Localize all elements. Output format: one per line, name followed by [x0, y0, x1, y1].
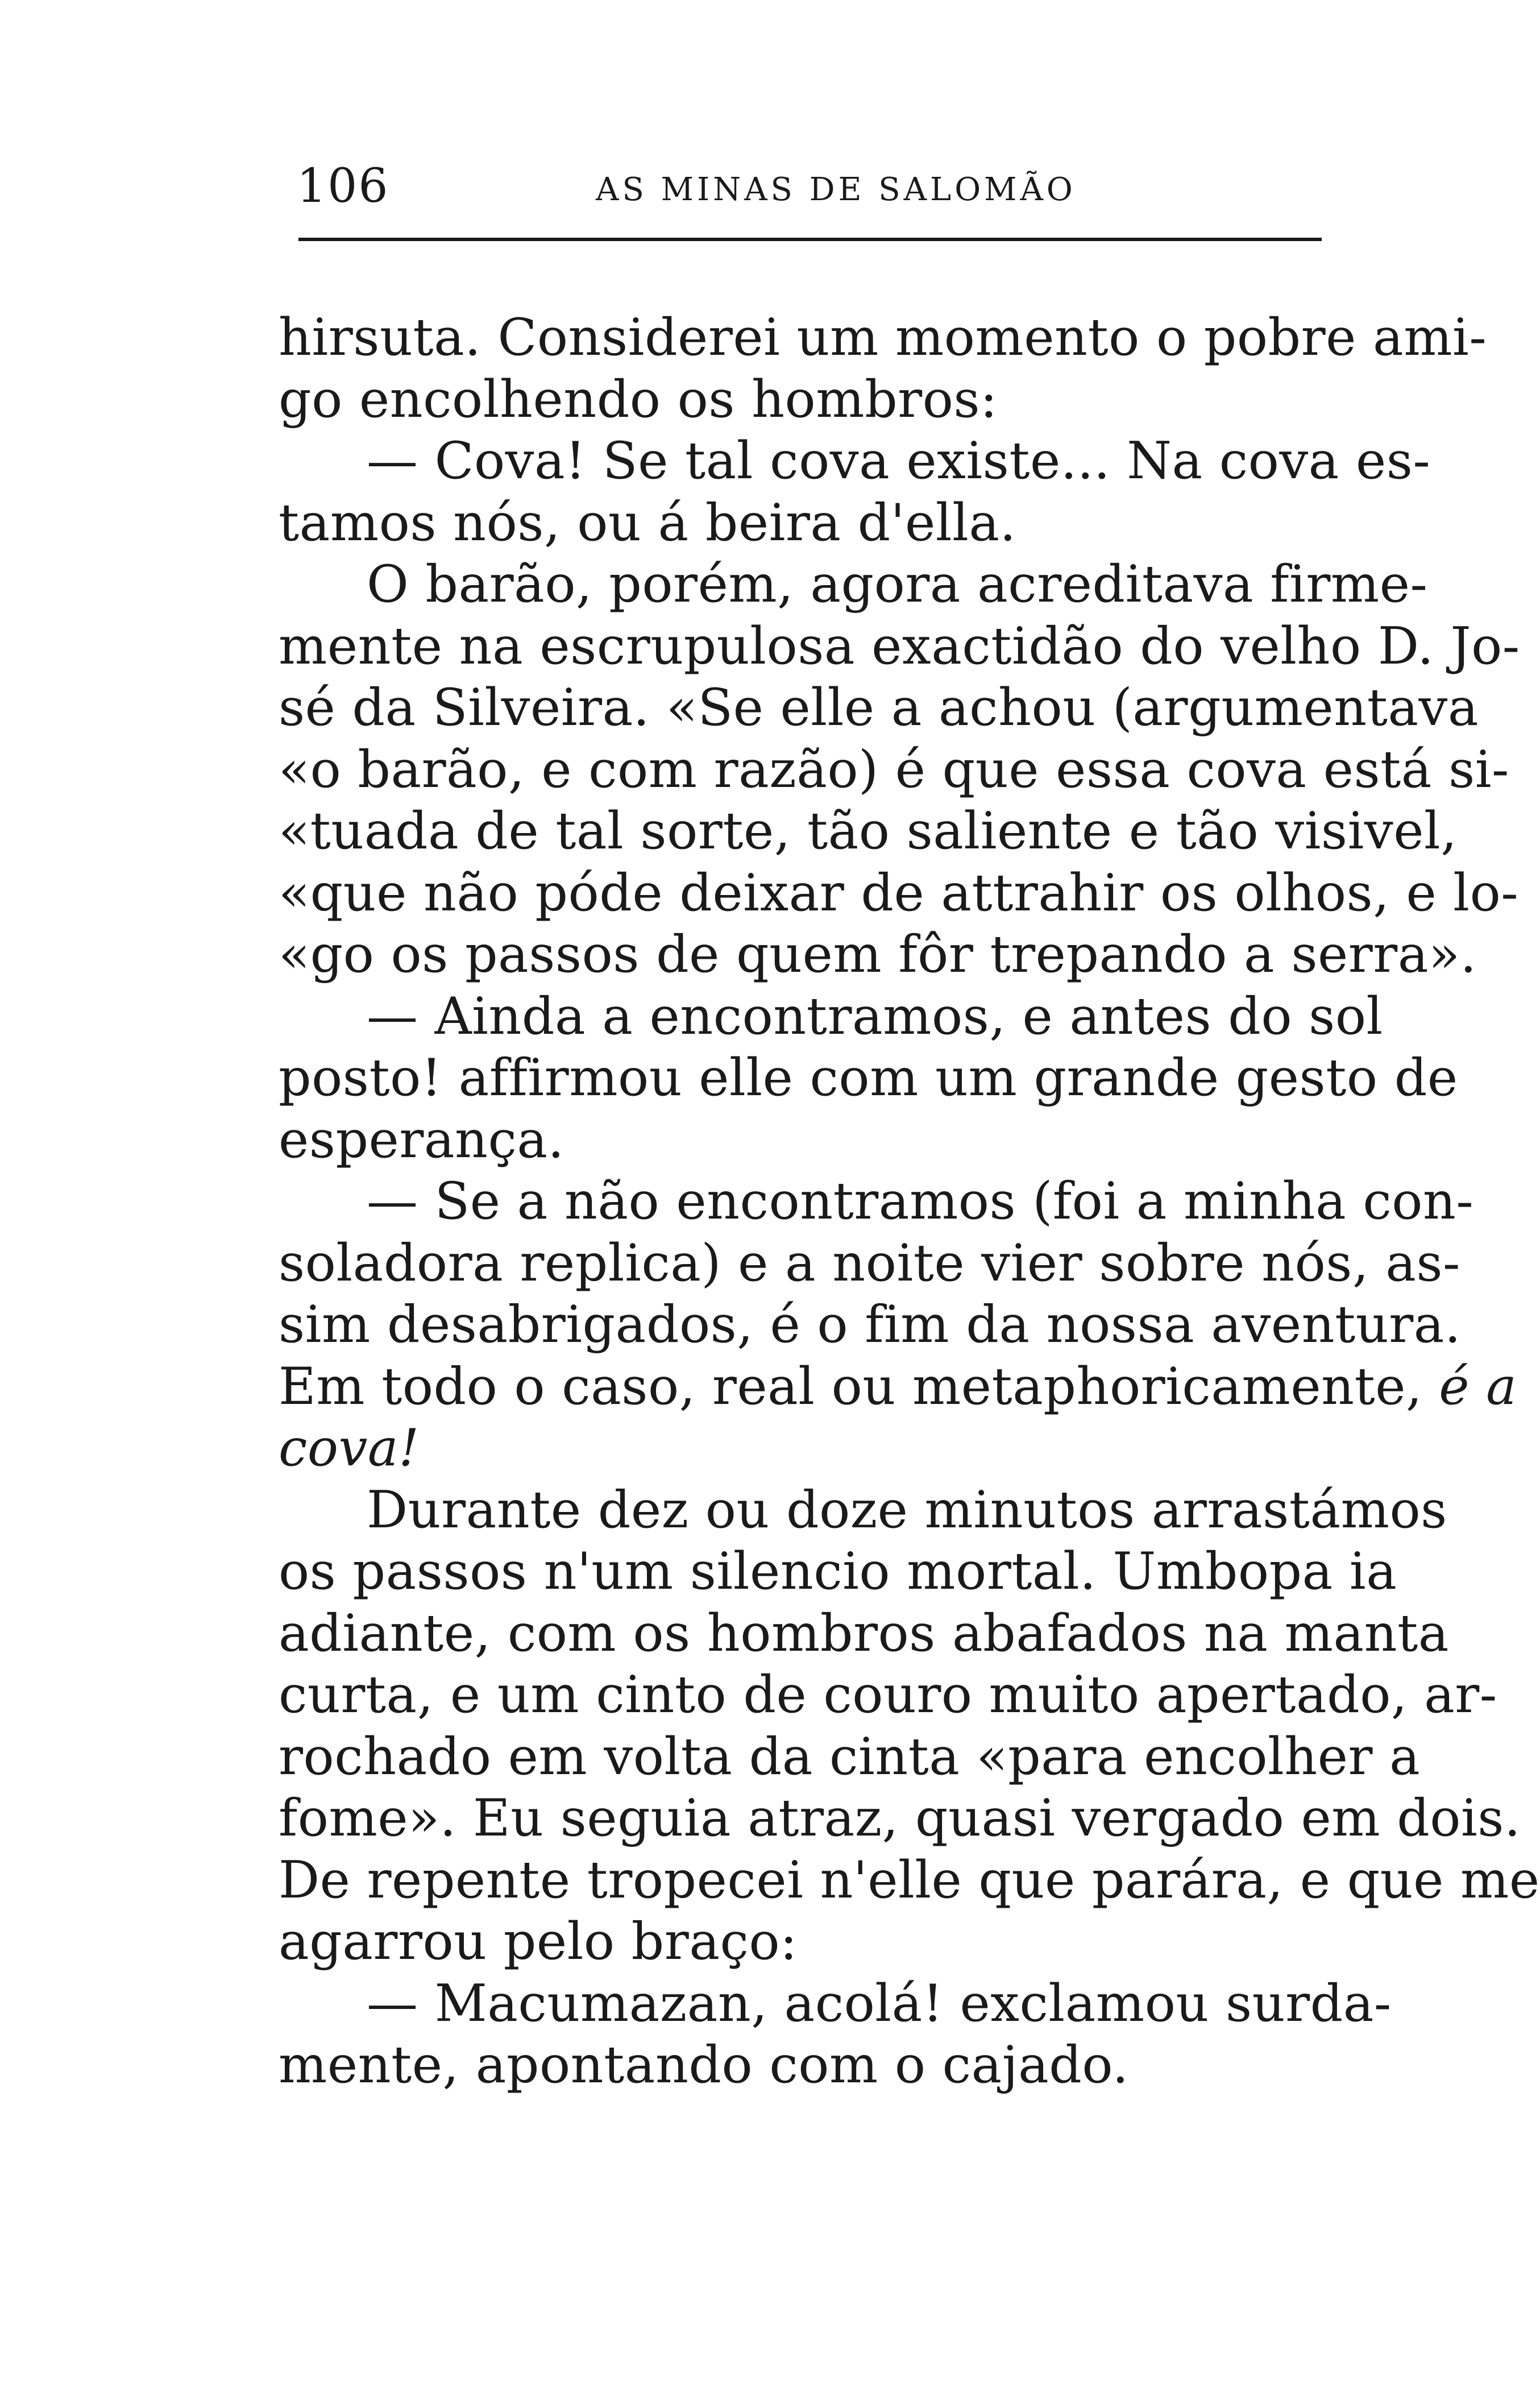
italic-text: é a	[1439, 1356, 1517, 1416]
text-line: fome». Eu seguia atraz, quasi vergado em dois.	[279, 1788, 1521, 1848]
text-line: sé da Silveira. «Se elle a achou (argumentava	[279, 678, 1479, 738]
text-line: — Macumazan, acolá! exclamou surda-	[367, 1973, 1392, 2033]
text-line: — Ainda a encontramos, e antes do sol	[367, 986, 1383, 1046]
italic-text: cova!	[279, 1418, 420, 1478]
text-line: mente na escrupulosa exactidão do velho D. Jo-	[279, 616, 1520, 676]
text-line: tamos nós, ou á beira d'ella.	[279, 492, 1016, 553]
text-line: posto! affirmou elle com um grande gesto de	[279, 1048, 1458, 1108]
page-number: 106	[297, 159, 389, 213]
text-line: hirsuta. Considerei um momento o pobre ami-	[279, 308, 1487, 367]
text-line: «o barão, e com razão) é que essa cova está si-	[279, 739, 1509, 799]
text-line: go encolhendo os hombros:	[279, 369, 998, 429]
text-line: mente, apontando com o cajado.	[279, 2035, 1129, 2095]
text-line: curta, e um cinto de couro muito apertado, ar-	[279, 1665, 1497, 1725]
text-line	[279, 1356, 1517, 1418]
text-line: «go os passos de quem fôr trepando a serra».	[279, 925, 1477, 984]
text-line: «que não póde deixar de attrahir os olhos, e lo-	[279, 863, 1519, 923]
text-line: rochado em volta da cinta «para encolher a	[279, 1726, 1421, 1787]
text-line-part: Em todo o caso, real ou metaphoricamente,	[279, 1356, 1423, 1416]
text-line: agarrou pelo braço:	[279, 1912, 798, 1971]
text-line: sim desabrigados, é o fim da nossa aventura.	[279, 1295, 1462, 1354]
text-line: esperança.	[279, 1109, 564, 1170]
text-line: os passos n'um silencio mortal. Umbopa ia	[279, 1542, 1397, 1601]
text-line: O barão, porém, agora acreditava firme-	[367, 554, 1428, 614]
body-text	[279, 307, 1540, 2097]
running-title: AS MINAS DE SALOMÃO	[596, 171, 1076, 208]
header-rule	[298, 238, 1322, 241]
text-line: adiante, com os hombros abafados na manta	[279, 1603, 1449, 1663]
text-line: Durante dez ou doze minutos arrastámos	[367, 1480, 1447, 1540]
text-line: «tuada de tal sorte, tão saliente e tão visivel,	[279, 801, 1458, 861]
text-line: — Cova! Se tal cova existe... Na cova es-	[367, 431, 1431, 491]
page-header	[283, 152, 1323, 221]
text-line: soladora replica) e a noite vier sobre nós, as-	[279, 1233, 1460, 1293]
text-line: — Se a não encontramos (foi a minha con-	[367, 1171, 1474, 1231]
text-line	[279, 1418, 1302, 1480]
text-line: De repente tropecei n'elle que parára, e que me	[279, 1850, 1540, 1910]
